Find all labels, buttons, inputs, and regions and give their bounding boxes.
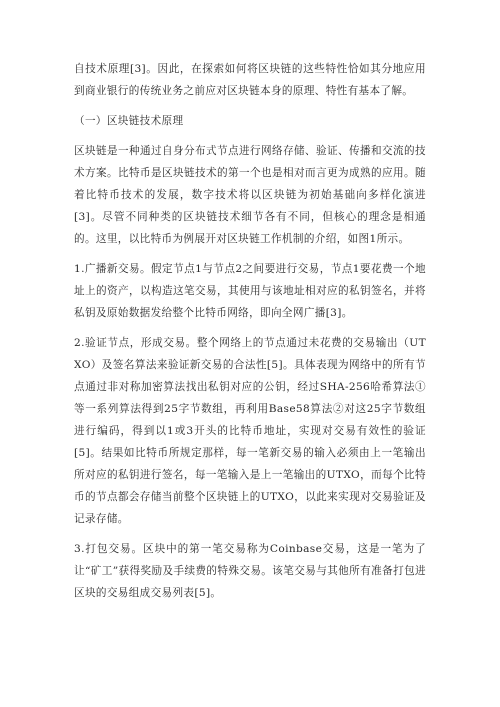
paragraph-verify-nodes: 2.验证节点，形成交易。整个网络上的节点通过未花费的交易输出（UTXO）及签名算法来验证新交易的合法性[5]。具体表现为网络中的所有节点通过非对称加密算法找出私钥对应的公钥，经过SHA-256哈希算法①等一系列算法得到25字节数组，再利用Base58算法②对这25字节数组进行编码，得到以1或3开头的比特币地址，实现对交易有效性的验证[5]。结果如比特币所规定那样，每一笔新交易的输入必须由上一笔输出所对应的私钥进行签名，每一笔输入是上一笔输出的UTXO，而每个比特币的节点都会存储当前整个区块链上的UTXO，以此来实现对交易验证及记录存储。: [74, 337, 426, 525]
paragraph-broadcast-transaction: 1.广播新交易。假定节点1与节点2之间要进行交易，节点1要花费一个地址上的资产，以构造这笔交易，其使用与该地址相对应的私钥签名，并将私钥及原始数据发给整个比特币网络，即向全网广播[3]。: [74, 263, 426, 319]
paragraph-blockchain-definition: 区块链是一种通过自身分布式节点进行网络存储、验证、传播和交流的技术方案。比特币是区块链技术的第一个也是相对而言更为成熟的应用。随着比特币技术的发展，数字技术将以区块链为初始基础向多样化演进[3]。尽管不同种类的区块链技术细节各有不同，但核心的理念是相通的。这里，以比特币为例展开对区块链工作机制的介绍，如图1所示。: [74, 145, 426, 245]
document-body: [74, 58, 426, 604]
section-heading: （一）区块链技术原理: [74, 115, 184, 127]
paragraph-package-transaction: 3.打包交易。区块中的第一笔交易称为Coinbase交易，这是一笔为了让“矿工”获得奖励及手续费的特殊交易。该笔交易与其他所有准备打包进区块的交易组成交易列表[5]。: [74, 543, 426, 599]
paragraph-intro: 自技术原理[3]。因此，在探索如何将区块链的这些特性恰如其分地应用到商业银行的传统业务之前应对区块链本身的原理、特性有基本了解。: [74, 63, 426, 97]
